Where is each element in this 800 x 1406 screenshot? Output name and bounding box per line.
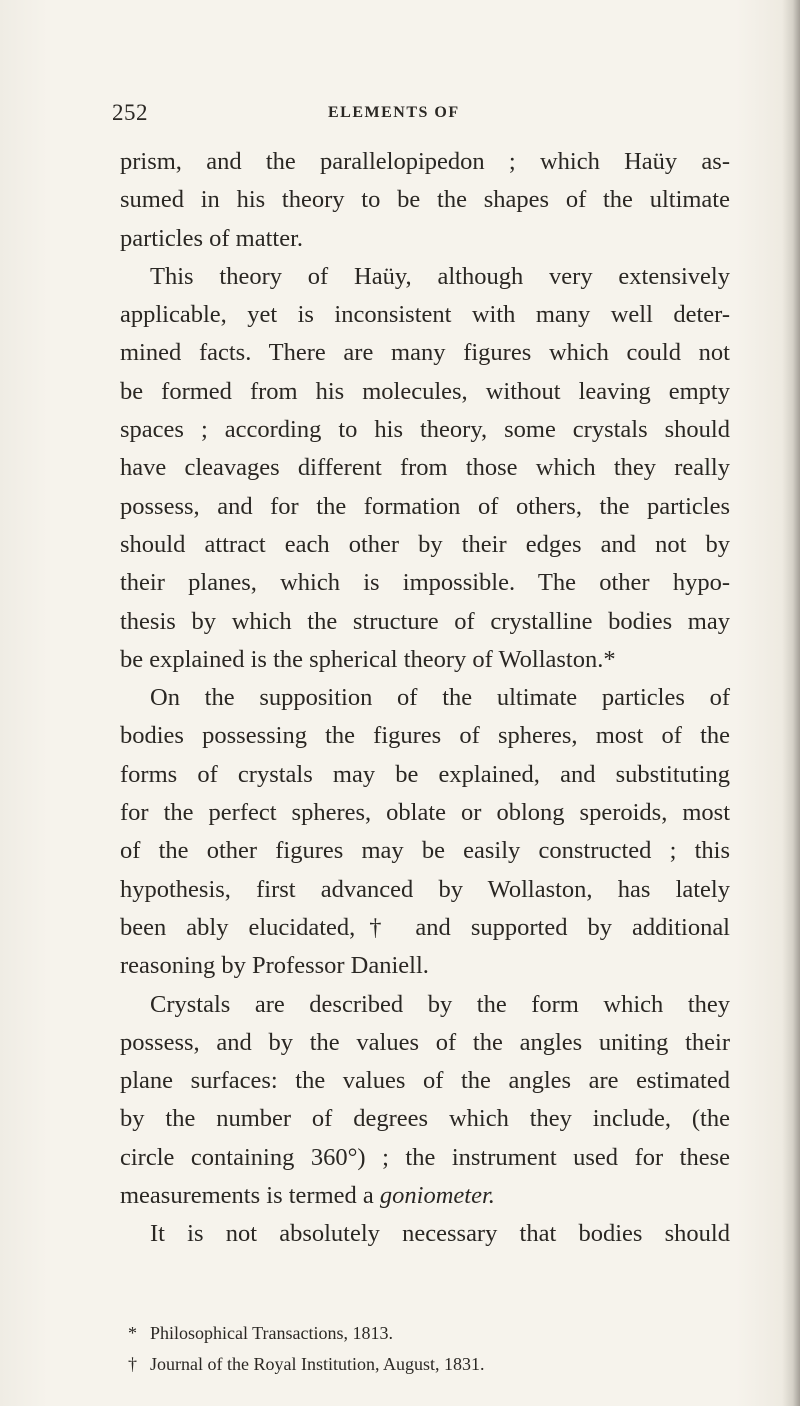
text-line: have cleavages different from those which they really xyxy=(120,454,730,482)
text-line: be explained is the spherical theory of Wollaston.* xyxy=(120,645,616,673)
text-line: particles of matter. xyxy=(120,224,303,252)
text-line: spaces ; according to his theory, some crystals should xyxy=(120,416,730,444)
text-line: circle containing 360°) ; the instrument used for these xyxy=(120,1143,730,1171)
footnote-mark: * xyxy=(128,1323,137,1343)
text-line: reasoning by Professor Daniell. xyxy=(120,952,429,980)
text-line: of the other figures may be easily constructed ; this xyxy=(120,837,730,865)
footnote xyxy=(128,1349,688,1380)
footnotes xyxy=(128,1318,688,1380)
text-line: Crystals are described by the form which they xyxy=(150,990,730,1018)
text-line: prism, and the parallelopipedon ; which Haüy as- xyxy=(120,148,730,175)
text-line: mined facts. There are many figures which could not xyxy=(120,339,730,367)
text-line: possess, and by the values of the angles uniting their xyxy=(120,1028,730,1056)
text-line: applicable, yet is inconsistent with many well deter- xyxy=(120,301,730,329)
text-line: This theory of Haüy, although very extensively xyxy=(150,262,730,290)
footnote-text: Journal of the Royal Institution, August, 1831. xyxy=(150,1354,485,1374)
footnote-text: Philosophical Transactions, 1813. xyxy=(150,1323,394,1343)
text-line: possess, and for the formation of others, the particles xyxy=(120,492,730,520)
page-number: 252 xyxy=(112,100,148,125)
text-line: forms of crystals may be explained, and substituting xyxy=(120,760,730,788)
text-line: be formed from his molecules, without leaving empty xyxy=(120,377,730,405)
text-line: bodies possessing the figures of spheres, most of the xyxy=(120,722,730,750)
page-edge-shadow xyxy=(782,0,800,1406)
text-line-content: measurements is termed a xyxy=(120,1182,374,1210)
running-head: ELEMENTS OF xyxy=(328,104,460,121)
text-line: sumed in his theory to be the shapes of the ultimate xyxy=(120,186,730,214)
text-line: thesis by which the structure of crystalline bodies may xyxy=(120,607,730,635)
text-line: hypothesis, first advanced by Wollaston, has lately xyxy=(120,875,730,903)
page-header xyxy=(112,100,732,130)
text-line: for the perfect spheres, oblate or oblong speroids, most xyxy=(120,799,730,827)
body-text xyxy=(120,143,730,1254)
text-line: by the number of degrees which they include, (the xyxy=(120,1105,730,1133)
text-line: been ably elucidated,† and supported by additional xyxy=(120,913,730,941)
text-line: It is not absolutely necessary that bodies should xyxy=(150,1220,730,1248)
text-line: On the supposition of the ultimate particles of xyxy=(150,684,730,712)
text-line: should attract each other by their edges and not by xyxy=(120,530,730,558)
footnote-mark: † xyxy=(128,1354,137,1374)
text-line xyxy=(120,1177,730,1215)
text-line: plane surfaces: the values of the angles are estimated xyxy=(120,1067,730,1095)
italic-term: goniometer. xyxy=(379,1182,495,1210)
footnote xyxy=(128,1318,688,1349)
text-line: their planes, which is impossible. The other hypo- xyxy=(120,569,730,597)
